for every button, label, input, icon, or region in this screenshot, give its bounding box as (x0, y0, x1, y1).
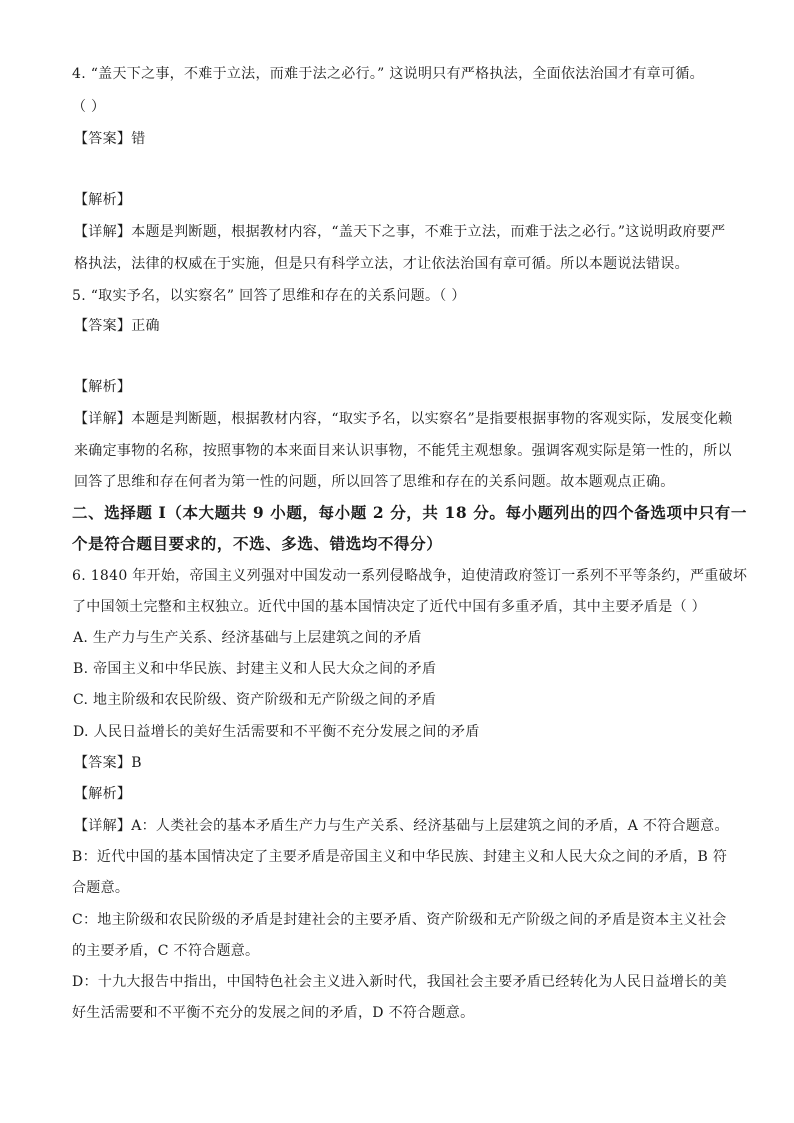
q4-detail-line-1: 【详解】本题是判断题，根据教材内容，“盖天下之事，不难于立法，而难于法之必行。”这说明政府要严 (74, 224, 726, 240)
q4-detail-line-2: 格执法，法律的权威在于实施，但是只有科学立法，才让依法治国有章可循。所以本题说法错误。 (74, 256, 689, 272)
q4-stem-line-1: 4. “盖天下之事，不难于立法，而难于法之必行。” 这说明只有严格执法，全面依法治国才有章可循。 (72, 66, 704, 82)
q6-detail-b-line-1: B：近代中国的基本国情决定了主要矛盾是帝国主义和中华民族、封建主义和人民大众之间的矛盾，B 符 (72, 849, 728, 865)
q5-stem: 5. “取实予名，以实察名” 回答了思维和存在的关系问题。（ ） (72, 288, 466, 304)
q6-option-b: B. 帝国主义和中华民族、封建主义和人民大众之间的矛盾 (73, 661, 437, 677)
section-heading-line-1: 二、选择题 I（本大题共 9 小题，每小题 2 分，共 18 分。每小题列出的四个备选项中只有一 (72, 503, 747, 522)
q6-detail-c-line-1: C：地主阶级和农民阶级的矛盾是封建社会的主要矛盾、资产阶级和无产阶级之间的矛盾是资本主义社会 (72, 912, 727, 928)
q6-detail-a: 【详解】A：人类社会的基本矛盾生产力与生产关系、经济基础与上层建筑之间的矛盾，A 不符合题意。 (74, 818, 729, 834)
q4-answer: 【答案】错 (74, 131, 146, 147)
q5-detail-line-2: 来确定事物的名称，按照事物的本来面目来认识事物，不能凭主观想象。强调客观实际是第一性的，所以 (74, 443, 732, 459)
q6-stem-line-1: 6. 1840 年开始，帝国主义列强对中国发动一系列侵略战争，迫使清政府签订一系列不平等条约，严重破坏 (72, 568, 748, 584)
q6-analysis-label: 【解析】 (74, 786, 132, 802)
q4-analysis-label: 【解析】 (74, 192, 132, 208)
q6-option-a: A. 生产力与生产关系、经济基础与上层建筑之间的矛盾 (73, 630, 422, 646)
q6-option-d: D. 人民日益增长的美好生活需要和不平衡不充分发展之间的矛盾 (73, 724, 480, 740)
q6-detail-b-line-2: 合题意。 (72, 880, 130, 896)
q6-stem-line-2: 了中国领土完整和主权独立。近代中国的基本国情决定了近代中国有多重矛盾，其中主要矛盾是（ ） (72, 599, 706, 615)
q4-stem-line-2: （ ） (72, 99, 106, 115)
q6-option-c: C. 地主阶级和农民阶级、资产阶级和无产阶级之间的矛盾 (73, 692, 437, 708)
q5-detail-line-1: 【详解】本题是判断题，根据教材内容，“取实予名，以实察名”是指要根据事物的客观实际，发展变化赖 (74, 411, 733, 427)
q6-answer: 【答案】B (74, 755, 142, 771)
q5-analysis-label: 【解析】 (74, 379, 132, 395)
q6-detail-d-line-1: D：十九大报告中指出，中国特色社会主义进入新时代，我国社会主要矛盾已经转化为人民日益增长的美 (72, 974, 728, 990)
q5-detail-line-3: 回答了思维和存在何者为第一性的问题，所以回答了思维和存在的关系问题。故本题观点正确。 (74, 474, 675, 490)
q6-detail-c-line-2: 的主要矛盾，C 不符合题意。 (72, 943, 260, 959)
section-heading-line-2: 个是符合题目要求的，不选、多选、错选均不得分） (72, 534, 443, 553)
q6-detail-d-line-2: 好生活需要和不平衡不充分的发展之间的矛盾，D 不符合题意。 (72, 1005, 475, 1021)
q5-answer: 【答案】正确 (74, 318, 160, 334)
